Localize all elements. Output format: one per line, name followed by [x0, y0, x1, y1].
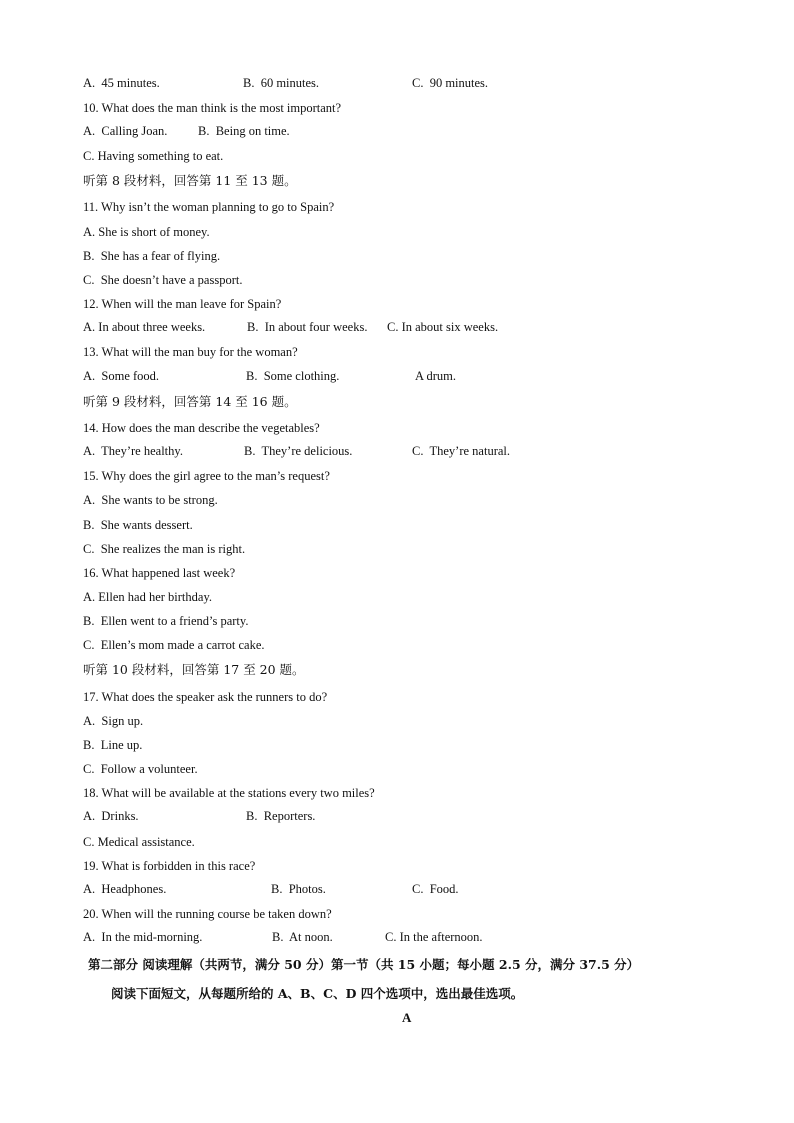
- q16-stem: 16. What happened last week?: [83, 566, 236, 580]
- section-10-heading: 听第 10 段材料，回答第 17 至 20 题。: [83, 662, 305, 677]
- part-2-heading: 第二部分 阅读理解（共两节，满分 50 分）第一节（共 15 小题；每小题 2.5 分，满分 37.5 分）: [88, 957, 640, 972]
- q9-option-a: A. 45 minutes.: [83, 76, 160, 90]
- q14-option-a: A. They’re healthy.: [83, 444, 183, 458]
- q10-option-b: B. Being on time.: [198, 124, 290, 138]
- q10-stem: 10. What does the man think is the most important?: [83, 101, 342, 115]
- q20-option-a: A. In the mid-morning.: [83, 930, 203, 944]
- q11-option-b: B. She has a fear of flying.: [83, 249, 221, 263]
- q18-option-b: B. Reporters.: [246, 809, 316, 823]
- q18-stem: 18. What will be available at the stations every two miles?: [83, 786, 375, 800]
- q14-option-c: C. They’re natural.: [412, 444, 510, 458]
- q15-stem: 15. Why does the girl agree to the man’s request?: [83, 469, 330, 483]
- q14-option-b: B. They’re delicious.: [244, 444, 353, 458]
- q19-stem: 19. What is forbidden in this race?: [83, 859, 256, 873]
- q16-option-b: B. Ellen went to a friend’s party.: [83, 614, 249, 628]
- q16-option-a: A. Ellen had her birthday.: [83, 590, 213, 604]
- q20-option-b: B. At noon.: [272, 930, 333, 944]
- q19-option-a: A. Headphones.: [83, 882, 167, 896]
- q13-option-a: A. Some food.: [83, 369, 160, 383]
- q17-option-b: B. Line up.: [83, 738, 143, 752]
- q12-stem: 12. When will the man leave for Spain?: [83, 297, 282, 311]
- q16-option-c: C. Ellen’s mom made a carrot cake.: [83, 638, 265, 652]
- section-9-heading: 听第 9 段材料，回答第 14 至 16 题。: [83, 394, 297, 409]
- q19-option-c: C. Food.: [412, 882, 459, 896]
- q12-option-b: B. In about four weeks.: [247, 320, 368, 334]
- q12-option-c: C. In about six weeks.: [387, 320, 499, 334]
- q15-option-c: C. She realizes the man is right.: [83, 542, 246, 556]
- section-8-heading: 听第 8 段材料，回答第 11 至 13 题。: [83, 173, 297, 188]
- q11-option-a: A. She is short of money.: [83, 225, 210, 239]
- q15-option-b: B. She wants dessert.: [83, 518, 193, 532]
- q11-stem: 11. Why isn’t the woman planning to go to Spain?: [83, 200, 335, 214]
- q17-option-c: C. Follow a volunteer.: [83, 762, 198, 776]
- q14-stem: 14. How does the man describe the vegetables?: [83, 421, 320, 435]
- q17-stem: 17. What does the speaker ask the runners to do?: [83, 690, 328, 704]
- q10-option-c: C. Having something to eat.: [83, 149, 224, 163]
- q13-option-c: A drum.: [415, 369, 456, 383]
- q20-option-c: C. In the afternoon.: [385, 930, 483, 944]
- q13-option-b: B. Some clothing.: [246, 369, 340, 383]
- q15-option-a: A. She wants to be strong.: [83, 493, 218, 507]
- q18-option-c: C. Medical assistance.: [83, 835, 195, 849]
- passage-label: A: [402, 1010, 412, 1025]
- q19-option-b: B. Photos.: [271, 882, 326, 896]
- q13-stem: 13. What will the man buy for the woman?: [83, 345, 298, 359]
- q11-option-c: C. She doesn’t have a passport.: [83, 273, 243, 287]
- q20-stem: 20. When will the running course be taken down?: [83, 907, 332, 921]
- reading-instruction: 阅读下面短文，从每题所给的 A、B、C、D 四个选项中，选出最佳选项。: [111, 986, 524, 1001]
- q17-option-a: A. Sign up.: [83, 714, 144, 728]
- q10-option-a: A. Calling Joan.: [83, 124, 168, 138]
- q18-option-a: A. Drinks.: [83, 809, 139, 823]
- q9-option-b: B. 60 minutes.: [243, 76, 320, 90]
- q9-option-c: C. 90 minutes.: [412, 76, 489, 90]
- q12-option-a: A. In about three weeks.: [83, 320, 206, 334]
